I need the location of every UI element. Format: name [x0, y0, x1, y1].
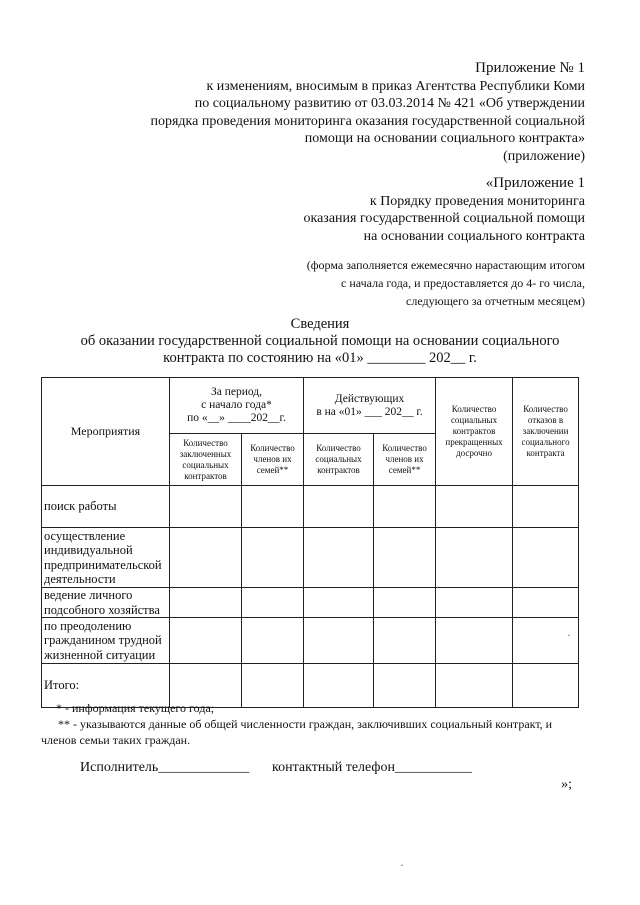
- title-line: об оказании государственной социальной помощи на основании социального: [80, 333, 560, 349]
- table-cell[interactable]: [374, 486, 436, 528]
- phone-field[interactable]: контактный телефон___________: [272, 760, 472, 775]
- subheader-members-2: Количество членов их семей**: [374, 434, 436, 486]
- table-cell[interactable]: [436, 588, 513, 618]
- table-cell[interactable]: [170, 618, 242, 664]
- procedure-appendix-line: к Порядку проведения мониторинга: [369, 193, 585, 209]
- table-cell[interactable]: [304, 618, 374, 664]
- table-cell[interactable]: [436, 528, 513, 588]
- appendix-line: порядка проведения мониторинга оказания государственной социальной: [150, 113, 585, 129]
- row-label: поиск работы: [42, 486, 170, 528]
- subheader-members-1: Количество членов их семей**: [242, 434, 304, 486]
- header-terminated: Количество социальных контрактов прекращенных досрочно: [436, 378, 513, 486]
- table-cell[interactable]: [374, 588, 436, 618]
- note-line: с начала года, и предоставляется до 4- го числа,: [341, 276, 585, 290]
- table-cell[interactable]: [304, 486, 374, 528]
- header-events: Мероприятия: [42, 378, 170, 486]
- header-active: Действующих в на «01» ___ 202__ г.: [304, 378, 436, 434]
- table-cell[interactable]: [304, 588, 374, 618]
- table-cell[interactable]: [242, 588, 304, 618]
- table-cell[interactable]: [170, 528, 242, 588]
- row-label: ведение личного подсобного хозяйства: [42, 588, 170, 618]
- appendix-line: к изменениям, вносимым в приказ Агентства Республики Коми: [206, 78, 585, 94]
- procedure-appendix-line: на основании социального контракта: [363, 228, 585, 244]
- table-cell[interactable]: [242, 664, 304, 708]
- table-cell[interactable]: [374, 618, 436, 664]
- table-cell[interactable]: [242, 618, 304, 664]
- table-cell[interactable]: [513, 486, 579, 528]
- appendix-line: по социальному развитию от 03.03.2014 № 421 «Об утверждении: [194, 96, 585, 111]
- table-cell[interactable]: [374, 664, 436, 708]
- footnote-3: членов семьи таких граждан.: [41, 733, 191, 747]
- appendix-number: Приложение № 1: [475, 60, 585, 76]
- subheader-contracts: Количество социальных контрактов: [304, 434, 374, 486]
- table-cell[interactable]: [436, 486, 513, 528]
- form-fill-note: [307, 256, 585, 310]
- title-line: Сведения: [290, 316, 350, 332]
- table-cell[interactable]: [170, 486, 242, 528]
- row-label: по преодолению гражданином трудной жизненной ситуации: [42, 618, 170, 664]
- note-line: (форма заполняется ежемесячно нарастающим итогом: [306, 258, 585, 272]
- executor-field[interactable]: Исполнитель_____________: [80, 760, 250, 775]
- table-row: [42, 528, 579, 588]
- table-cell[interactable]: [513, 588, 579, 618]
- table-cell[interactable]: [513, 664, 579, 708]
- table-cell[interactable]: [304, 664, 374, 708]
- document-title: [0, 316, 640, 367]
- table-row: [42, 618, 579, 664]
- table-row: [42, 486, 579, 528]
- report-table: [41, 377, 579, 708]
- appendix-header: [150, 60, 585, 165]
- title-line: контракта по состоянию на «01» ________ 202__ г.: [163, 350, 477, 366]
- footnote-1: * - информация текущего года;: [56, 701, 215, 715]
- procedure-appendix-header: [304, 175, 586, 245]
- row-label-total: Итого:: [42, 664, 170, 708]
- note-line: следующего за отчетным месяцем): [406, 294, 585, 308]
- procedure-appendix-line: «Приложение 1: [485, 175, 585, 191]
- table-cell[interactable]: [374, 528, 436, 588]
- table-cell[interactable]: [513, 528, 579, 588]
- table-cell[interactable]: [436, 618, 513, 664]
- appendix-line: (приложение): [503, 148, 585, 164]
- appendix-line: помощи на основании социального контракта»: [304, 131, 585, 146]
- table-cell[interactable]: [242, 528, 304, 588]
- footnote-2: ** - указываются данные об общей численности граждан, заключивших социальный контракт, и: [58, 717, 553, 731]
- procedure-appendix-line: оказания государственной социальной помощи: [303, 211, 585, 226]
- stray-mark: ·: [567, 628, 571, 642]
- table-cell[interactable]: [436, 664, 513, 708]
- table-cell[interactable]: [242, 486, 304, 528]
- stray-mark: ·: [400, 858, 404, 872]
- table-cell[interactable]: [304, 528, 374, 588]
- closing-quote: »;: [561, 777, 572, 792]
- table-cell[interactable]: [170, 588, 242, 618]
- subheader-concluded: Количество заключенных социальных контрактов: [170, 434, 242, 486]
- table-row: [42, 588, 579, 618]
- row-label: осуществление индивидуальной предпринимательской деятельности: [42, 528, 170, 588]
- header-period: За период, с начало года* по «__» ____202__г.: [170, 378, 304, 434]
- header-refusals: Количество отказов в заключении социального контракта: [513, 378, 579, 486]
